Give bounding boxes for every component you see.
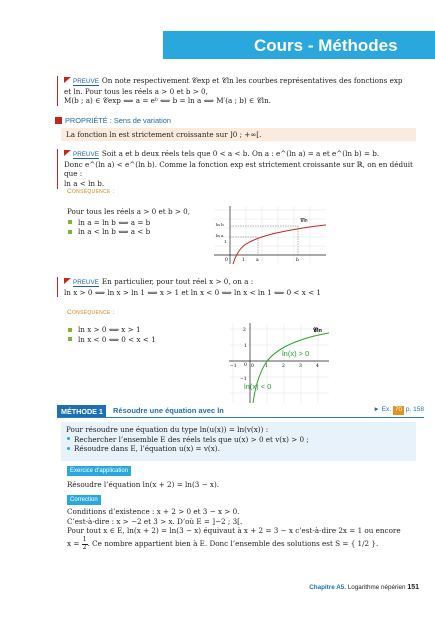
tick-label: 0 xyxy=(244,363,247,368)
tick-label: 0 xyxy=(225,258,228,263)
list-item: ln x < 0 ⟺ 0 < x < 1 xyxy=(67,335,156,345)
method-box xyxy=(61,422,416,461)
tick-label: 2 xyxy=(282,364,285,369)
exercise-reference-link[interactable]: ► Ex. 70 p. 158 xyxy=(373,406,424,413)
proof-text: En particulier, pour tout réel x > 0, on a : xyxy=(101,277,254,286)
flag-icon xyxy=(64,77,71,83)
proof-label: PREUVE xyxy=(64,149,99,160)
method-title: Résoudre une équation avec ln xyxy=(113,406,224,415)
proof-text: M(b ; a) ∈ 𝒞exp ⟺ a = eᵇ ⟺ b = ln a ⟺ M′(a ; b) ∈ 𝒞ln. xyxy=(64,96,272,106)
list-item: ln a < ln b ⟺ a < b xyxy=(67,227,190,237)
ln-graph-1 xyxy=(214,206,326,264)
exercise-tag: Exercice d’application xyxy=(67,466,131,476)
proof-text: et ln. Pour tous les réels a > 0 et b > 0, xyxy=(64,86,208,96)
page-header-title: Cours - Méthodes xyxy=(163,31,435,59)
method-tag: MÉTHODE 1 xyxy=(57,405,106,417)
square-icon xyxy=(55,117,62,124)
method-header xyxy=(57,405,424,418)
correction-line: x = $\frac{1}{2}$. Ce nombre appartient bien à E. Donc l’ensemble des solutions est S = { 1/2 }. xyxy=(67,536,379,551)
exercise-statement: Résoudre l’équation ln(x + 2) = ln(3 − x). xyxy=(67,480,220,489)
flag-icon xyxy=(64,150,71,156)
tick-label: −1 xyxy=(230,364,237,369)
tick-label: 1 xyxy=(265,364,268,369)
region-label-negative: ln(x) < 0 xyxy=(244,382,272,391)
correction-text xyxy=(67,507,422,551)
ln-graph-2 xyxy=(229,323,329,403)
region-label-positive: ln(x) > 0 xyxy=(282,349,310,358)
property-box: La fonction ln est strictement croissante sur ]0 ; +∞[. xyxy=(61,128,416,141)
proof-text: On note respectivement 𝒞exp et 𝒞ln les courbes représentatives des fonctions exp xyxy=(101,76,403,85)
proof-text: ln a < ln b. xyxy=(64,178,105,188)
tick-label: 3 xyxy=(299,364,302,369)
flag-icon xyxy=(64,278,71,284)
list-item: Rechercher l’ensemble E des réels tels que u(x) > 0 et v(x) > 0 ; xyxy=(66,435,411,445)
tick-label: 4 xyxy=(316,364,319,369)
correction-tag: Correction xyxy=(67,495,101,505)
list-item: ln x > 0 ⟺ x > 1 xyxy=(67,325,156,335)
proof-text: Donc e^(ln a) < e^(ln b). Comme la fonction exp est strictement croissante sur ℝ, on en déduit que : xyxy=(64,159,413,179)
tick-label: 1 xyxy=(244,344,247,349)
consequence-intro: Pour tous les réels a > 0 et b > 0, xyxy=(67,207,190,216)
correction-line: C’est-à-dire : x > −2 et 3 > x. D’où E = ]−2 ; 3[. xyxy=(67,516,243,526)
correction-line: Conditions d’existence : x + 2 > 0 et 3 − x > 0. xyxy=(67,507,240,516)
proof-label: PREUVE xyxy=(64,76,99,87)
tick-label: a xyxy=(256,258,259,263)
consequence-title: Conséquence : xyxy=(67,188,115,195)
proof-block-3 xyxy=(57,277,419,297)
consequence-title: Conséquence : xyxy=(67,309,115,316)
tick-label: ln a xyxy=(216,233,224,238)
proof-block-1 xyxy=(57,76,419,106)
curve-label: 𝒞ln xyxy=(313,328,322,334)
tick-label: 2 xyxy=(243,328,246,333)
tick-label: 1 xyxy=(242,258,245,263)
proof-label: PREUVE xyxy=(64,277,99,288)
property-heading: PROPRIÉTÉ : Sens de variation xyxy=(55,116,171,126)
proof-text: Soit a et b deux réels tels que 0 < a < b. On a : e^(ln a) = a et e^(ln b) = b. xyxy=(101,149,380,158)
page-footer: Chapitre A5. Logarithme népérien 151 xyxy=(309,584,419,591)
proof-block-2 xyxy=(57,149,419,189)
proof-text: ln x > 0 ⟺ ln x > ln 1 ⟺ x > 1 et ln x < 0 ⟺ ln x < ln 1 ⟺ 0 < x < 1 xyxy=(64,287,321,297)
fraction: $\frac{1}{2}$ xyxy=(82,536,87,551)
curve-label: 𝒞ln xyxy=(300,218,308,224)
tick-label: ln b xyxy=(216,222,224,227)
consequence-2 xyxy=(67,325,156,344)
correction-line: Pour tout x ∈ E, ln(x + 2) = ln(3 − x) équivaut à x + 2 = 3 − x c’est-à-dire 2x = 1 ou encore xyxy=(67,526,401,536)
tick-label: 0 xyxy=(251,364,254,369)
consequence-1 xyxy=(67,207,190,237)
list-item: Résoudre dans E, l’équation u(x) = v(x). xyxy=(66,444,411,454)
method-intro: Pour résoudre une équation du type ln(u(x)) = ln(v(x)) : xyxy=(66,425,269,434)
tick-label: 1 xyxy=(224,239,227,244)
list-item: ln a = ln b ⟺ a = b xyxy=(67,218,190,228)
tick-label: b xyxy=(296,258,299,263)
tick-label: −1 xyxy=(240,377,247,382)
